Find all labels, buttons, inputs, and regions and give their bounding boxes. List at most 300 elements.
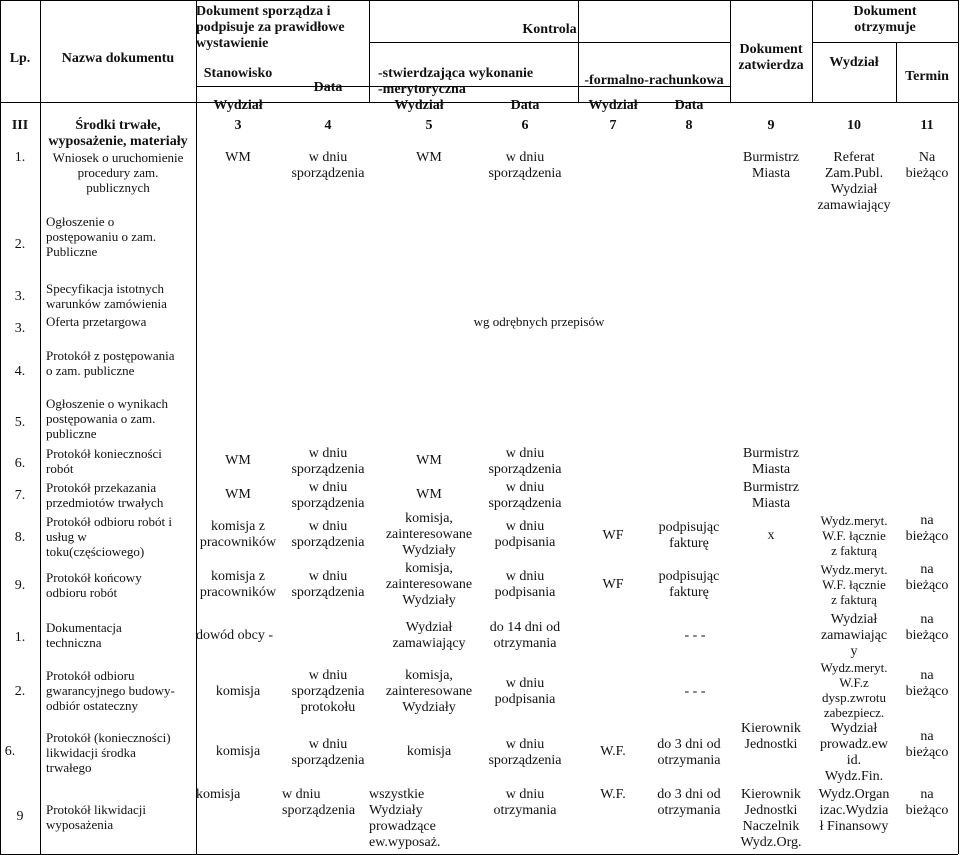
row-name-line: Protokół końcowy (46, 570, 142, 585)
cell (730, 446, 812, 478)
row-num-line: 9 (16, 809, 24, 824)
cell-line: WM (416, 150, 442, 165)
header-kontrola (369, 22, 730, 38)
row-num (0, 321, 40, 337)
col-num (470, 118, 580, 134)
cell (896, 612, 958, 644)
header-formalna-line: -formalno-rachunkowa (584, 73, 724, 88)
cell-line: W.F.z (839, 675, 869, 690)
col-num (812, 118, 896, 134)
cell (470, 446, 580, 478)
cell (196, 519, 280, 551)
row-name (46, 214, 196, 259)
row-name (46, 281, 196, 311)
cell-line: komisja z (210, 519, 266, 534)
cell-line: - - - (684, 628, 706, 643)
row-num-line: 6. (14, 456, 26, 471)
row-num (0, 809, 40, 825)
cell-line: komisja (215, 744, 261, 759)
col-num (648, 118, 730, 134)
header-nazwa-line: Nazwa dokumentu (61, 51, 175, 66)
row-num-line: 7. (14, 488, 26, 503)
cell (896, 150, 958, 182)
cell-line: wszystkie (369, 787, 425, 802)
col-num (896, 118, 958, 134)
col-num (730, 118, 812, 134)
row-name-line: o zam. publiczne (46, 363, 135, 378)
row-num-line: 6. (4, 744, 16, 759)
cell-line: bieżąco (905, 578, 949, 593)
sub-wydzial-3 (578, 98, 648, 114)
row-name (46, 348, 196, 378)
cell (648, 520, 730, 552)
col-num-line: 6 (521, 118, 529, 133)
col-num-line: 4 (324, 118, 332, 133)
sub-wydzial-1 (196, 98, 280, 114)
row-name-line: Dokumentacja (46, 620, 122, 635)
row-name-line: Protokół (konieczności) (46, 730, 171, 745)
cell-line: Zam.Publ. (824, 166, 884, 181)
header-otrzymuje-line: otrzymuje (854, 20, 916, 35)
header-data (282, 80, 374, 96)
header-sporzadza-line: wystawienie (196, 36, 269, 51)
cell-line: w dniu (505, 480, 545, 495)
header-zatwierdza-line: Dokument (739, 42, 803, 57)
header-data-line: Data (313, 80, 343, 95)
cell-line: izac.Wydzia (819, 803, 889, 818)
cell-line: na (920, 787, 934, 802)
cell (730, 150, 812, 182)
sub-wydzial-2 (369, 98, 469, 114)
cell (470, 787, 580, 819)
cell-line: w dniu (308, 737, 348, 752)
cell (812, 660, 896, 720)
cell (578, 744, 648, 760)
row-num (0, 415, 40, 431)
sub-wydzial-3-line: Wydział (588, 98, 638, 113)
row-name-line: Wniosek o uruchomienie (52, 150, 184, 165)
row-name-line: Ogłoszenie o (46, 214, 115, 229)
cell-line: na (920, 612, 934, 627)
row-name-line: Protokół likwidacji (46, 802, 147, 817)
cell-line: Referat (833, 150, 875, 165)
cell-line: z fakturą (831, 543, 877, 558)
row-name-line: publiczne (46, 426, 97, 441)
cell-line: na (920, 562, 934, 577)
cell-line: WM (416, 487, 442, 502)
header-merytoryczna (378, 66, 578, 98)
row-num-line: 2. (14, 684, 26, 699)
cell-line: WM (225, 487, 251, 502)
cell-line: Wydz.Fin. (824, 769, 884, 784)
cell-line: komisja z (210, 569, 266, 584)
section-title-line: Środki trwałe, (75, 118, 161, 133)
grid-line (369, 42, 730, 43)
cell (812, 150, 896, 214)
cell-line: fakturę (669, 585, 709, 600)
cell-line: WF (602, 577, 624, 592)
cell (896, 513, 958, 545)
cell-line: id. (846, 753, 862, 768)
cell-line: na (920, 729, 934, 744)
cell-line: Burmistrz (743, 446, 799, 461)
col-num-line: 7 (609, 118, 617, 133)
row-name-line: postępowania o zam. (46, 411, 156, 426)
row-name (46, 314, 196, 329)
row-name (46, 514, 196, 559)
cell (730, 721, 812, 753)
cell-line: protokołu (300, 700, 356, 715)
cell-line: w dniu (308, 480, 348, 495)
row-num-line: 5. (14, 415, 26, 430)
cell-line: komisja (215, 684, 261, 699)
cell-line: na (920, 668, 934, 683)
row-num (0, 456, 40, 472)
cell (282, 569, 374, 601)
cell-line: podpisania (494, 692, 556, 707)
row-name-line: postępowaniu o zam. (46, 229, 157, 244)
cell-line: Wydz.meryt. (820, 660, 888, 675)
row-name-line: Protokół z postępowania (46, 348, 175, 363)
cell-line: otrzymania (657, 753, 721, 768)
cell-line: do 3 dni od (657, 787, 721, 802)
cell-line: ew.wyposaż. (369, 835, 441, 850)
row-name-line: Protokół przekazania (46, 480, 157, 495)
row-num (0, 744, 20, 760)
cell (896, 787, 958, 819)
row-name-line: robót (46, 461, 74, 476)
cell-line: otrzymania (657, 803, 721, 818)
cell (282, 150, 374, 182)
sub-data-1-line: Data (510, 98, 540, 113)
cell (578, 528, 648, 544)
cell (812, 562, 896, 607)
cell (196, 150, 280, 166)
row-name (46, 570, 196, 600)
row-name (46, 802, 196, 832)
cell (578, 577, 648, 593)
section-title-line: wyposażenie, materiały (48, 134, 188, 149)
cell-line: zainteresowane (385, 684, 473, 699)
cell-line: Kierownik (741, 787, 801, 802)
row-num-line: 3. (14, 321, 26, 336)
row-num (0, 684, 40, 700)
grid-line (0, 0, 958, 1)
sub-data-2-line: Data (674, 98, 704, 113)
cell-line: W.F. łącznie (822, 577, 886, 592)
row-num (0, 488, 40, 504)
header-merytoryczna-line: -stwierdzająca wykonanie (378, 66, 534, 81)
cell-line: otrzymania (493, 803, 557, 818)
cell-line: Wydziały (402, 593, 456, 608)
cell-line: Wydz.Organ (818, 787, 890, 802)
row-num (0, 289, 40, 305)
cell-line: w dniu (505, 787, 545, 802)
row-name-line: Specyfikacja istotnych (46, 281, 165, 296)
cell-line: bieżąco (905, 745, 949, 760)
cell (470, 620, 580, 652)
cell (730, 480, 812, 512)
row-num (0, 364, 40, 380)
cell (578, 684, 812, 700)
cell (196, 453, 280, 469)
cell-line: sporządzenia (291, 535, 365, 550)
row-name (46, 668, 196, 713)
cell-line: komisja (406, 744, 452, 759)
row-name-line: publicznych (86, 180, 150, 195)
cell-line: WM (225, 150, 251, 165)
cell (648, 569, 730, 601)
cell-line: bieżąco (905, 803, 949, 818)
cell-line: w dniu (308, 446, 348, 461)
cell (282, 480, 374, 512)
row-num (0, 530, 40, 546)
row-name-line: procedury zam. (77, 165, 159, 180)
header-termin (896, 69, 958, 85)
cell-line: dowód obcy - (196, 628, 273, 643)
row-name-line: Oferta przetargowa (46, 314, 147, 329)
cell-line: podpisując (658, 569, 720, 584)
row-num (0, 237, 40, 253)
header-wydzial-line: Wydział (829, 55, 879, 70)
cell (470, 569, 580, 601)
cell-line: Jednostki (744, 737, 798, 752)
cell-line: na (920, 513, 934, 528)
section-title (40, 118, 196, 150)
cell-line: Wydz.Org. (740, 835, 802, 850)
cell-line: w dniu (308, 668, 348, 683)
sub-wydzial-1-line: Wydział (213, 98, 263, 113)
cell (470, 480, 580, 512)
header-nazwa (40, 51, 196, 67)
row-num-line: 8. (14, 530, 26, 545)
cell-line: bieżąco (905, 166, 949, 181)
col-num-line: 5 (425, 118, 433, 133)
row-name-line: odbiór ostateczny (46, 698, 139, 713)
cell-line: Naczelnik (742, 819, 800, 834)
cell-line: otrzymania (493, 636, 557, 651)
cell-line: Wydziały (402, 700, 456, 715)
cell-line: sporządzenia (291, 462, 365, 477)
cell-line: w dniu (505, 737, 545, 752)
cell-line: komisja, (405, 511, 453, 526)
header-lp (0, 51, 40, 67)
cell-line: w dniu (308, 519, 348, 534)
row-num-line: 2. (14, 237, 26, 252)
row-num (0, 150, 40, 166)
col-num-line: 3 (234, 118, 242, 133)
cell-line: sporządzenia (282, 803, 356, 818)
header-kontrola-line: Kontrola (522, 22, 577, 37)
cell-line: zainteresowane (385, 577, 473, 592)
cell-line: Burmistrz (743, 480, 799, 495)
cell-line: podpisania (494, 535, 556, 550)
cell-line: W.F. łącznie (822, 528, 886, 543)
cell-line: - - - (684, 684, 706, 699)
cell (578, 628, 812, 644)
cell-line: Kierownik (741, 721, 801, 736)
section-num-line: III (11, 118, 29, 133)
cell-line: pracowników (199, 535, 277, 550)
cell (578, 787, 648, 803)
row-name-line: gwarancyjnego budowy- (46, 683, 175, 698)
cell-line: Wydział (830, 182, 878, 197)
cell (470, 676, 580, 708)
cell-line: sporządzenia (291, 496, 365, 511)
cell (470, 519, 580, 551)
cell (196, 569, 280, 601)
cell-line: bieżąco (905, 684, 949, 699)
cell (812, 513, 896, 558)
cell-line: Miasta (751, 496, 791, 511)
col-num (578, 118, 648, 134)
cell (282, 446, 374, 478)
row-num-line: 4. (14, 364, 26, 379)
header-lp-line: Lp. (9, 51, 31, 66)
header-otrzymuje-line: Dokument (853, 4, 917, 19)
cell-line: w dniu (505, 150, 545, 165)
col-num-line: 10 (847, 118, 861, 133)
header-sporzadza-line: podpisuje za prawidłowe (196, 20, 345, 35)
row-name-line: usług w (46, 529, 87, 544)
cell-line: zamawiający (392, 636, 466, 651)
row-name (46, 480, 196, 510)
cell-line: komisja, (405, 561, 453, 576)
cell-line: y (850, 644, 858, 659)
cell-line: Burmistrz (743, 150, 799, 165)
cell-line: Wydziały (369, 803, 423, 818)
row-name-line: Ogłoszenie o wynikach (46, 396, 169, 411)
cell-line: bieżąco (905, 628, 949, 643)
col-num-line: 8 (685, 118, 693, 133)
cell-line: zainteresowane (385, 527, 473, 542)
row-num-line: 9. (14, 578, 26, 593)
sub-data-1 (470, 98, 580, 114)
cell (282, 787, 374, 819)
cell-line: WM (225, 453, 251, 468)
cell (812, 721, 896, 785)
row-name (46, 730, 196, 775)
row-name (46, 446, 196, 476)
row-num (0, 630, 40, 646)
cell (470, 150, 580, 182)
cell-line: sporządzenia (291, 684, 365, 699)
cell-line: w dniu (505, 676, 545, 691)
row-name-line: Protokół odbioru (46, 668, 135, 683)
row-name-line: Protokół odbioru robót i (46, 514, 173, 529)
header-stanowisko (196, 66, 280, 82)
row-num-line: 1. (14, 150, 26, 165)
cell (896, 562, 958, 594)
cell (470, 737, 580, 769)
cell (730, 787, 812, 851)
cell-line: w dniu (308, 569, 348, 584)
row-num (0, 578, 40, 594)
cell-line: w dniu (505, 446, 545, 461)
header-zatwierdza-line: zatwierdza (738, 58, 804, 73)
cell-line: bieżąco (905, 529, 949, 544)
header-formalna (578, 73, 730, 89)
cell-line: Wydział (405, 620, 453, 635)
cell-line: Jednostki (744, 803, 798, 818)
cell (282, 737, 374, 769)
cell-line: prowadz.ew (819, 737, 889, 752)
row-name-line: trwałego (46, 760, 92, 775)
cell-line: komisja (196, 787, 241, 802)
cell (282, 519, 374, 551)
cell-line: Wydz.meryt. (820, 513, 888, 528)
row-name-line: przedmiotów trwałych (46, 495, 164, 510)
header-wydzial (812, 55, 896, 71)
cell (196, 744, 280, 760)
col-num-line: 9 (767, 118, 775, 133)
row-note (369, 314, 709, 329)
cell-line: W.F. (600, 787, 626, 802)
cell-line: z fakturą (831, 592, 877, 607)
col-num (282, 118, 374, 134)
header-sporzadza (196, 4, 366, 52)
cell-line: dysp.zwrotu (822, 690, 886, 705)
col-num (196, 118, 280, 134)
row-num-line: 3. (14, 289, 26, 304)
cell (648, 787, 730, 819)
header-zatwierdza (730, 42, 812, 74)
cell-line: prowadzące (369, 819, 436, 834)
cell (896, 668, 958, 700)
cell-line: W.F. (600, 744, 626, 759)
cell-line: pracowników (199, 585, 277, 600)
cell-line: sporządzenia (488, 166, 562, 181)
cell-line: podpisania (494, 585, 556, 600)
row-name-line: Publiczne (46, 244, 98, 259)
sub-wydzial-2-line: Wydział (394, 98, 444, 113)
header-merytoryczna-line: -merytoryczna (378, 82, 466, 97)
header-termin-line: Termin (905, 69, 949, 84)
row-name-line: wyposażenia (46, 817, 114, 832)
cell-line: fakturę (669, 536, 709, 551)
cell (282, 668, 374, 716)
cell-line: Wydział (830, 612, 878, 627)
row-name-line: warunków zamówienia (46, 296, 167, 311)
cell (812, 787, 896, 835)
cell-line: x (767, 528, 775, 543)
cell-line: Wydział (830, 721, 878, 736)
cell-line: zamawiający (817, 198, 891, 213)
cell-line: sporządzenia (488, 496, 562, 511)
cell-line: w dniu (505, 569, 545, 584)
row-name-line: likwidacji środka (46, 745, 136, 760)
cell (648, 737, 730, 769)
cell-line: sporządzenia (291, 753, 365, 768)
cell-line: komisja, (405, 668, 453, 683)
row-name (46, 396, 196, 441)
cell-line: do 14 dni od (489, 620, 561, 635)
row-num-line: 1. (14, 630, 26, 645)
cell-line: ł Finansowy (819, 819, 889, 834)
cell (196, 684, 280, 700)
cell-line: Wydz.meryt. (820, 562, 888, 577)
cell-line: Na (918, 150, 936, 165)
cell-line: Wydziały (402, 543, 456, 558)
header-stanowisko-line: Stanowisko (203, 66, 273, 81)
cell-line: sporządzenia (291, 585, 365, 600)
row-name (40, 150, 196, 195)
row-name (46, 620, 196, 650)
row-name-line: Protokół konieczności (46, 446, 162, 461)
col-num-line: 11 (920, 118, 934, 133)
header-otrzymuje (812, 4, 958, 36)
cell-line: sporządzenia (291, 166, 365, 181)
